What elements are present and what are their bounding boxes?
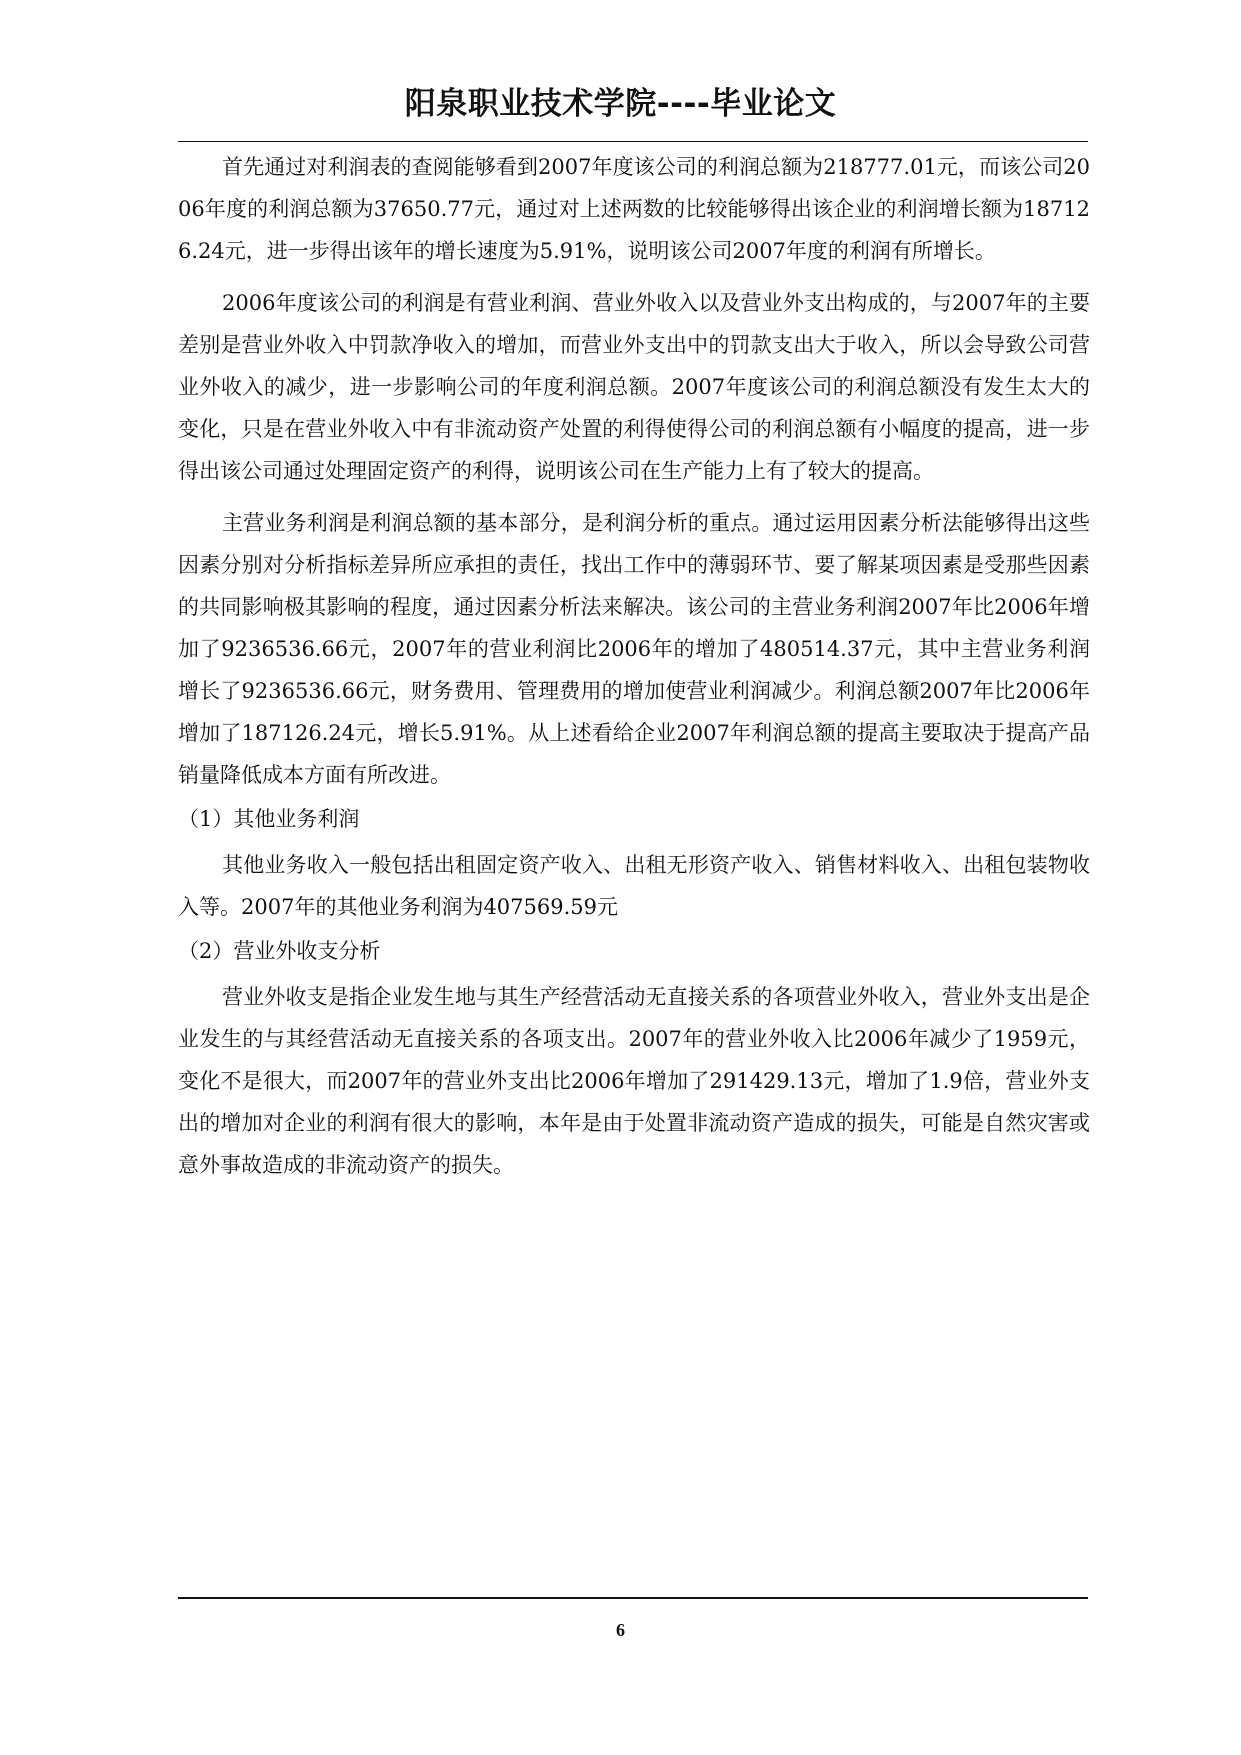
- paragraph-other-business-income: 其他业务收入一般包括出租固定资产收入、出租无形资产收入、销售材料收入、出租包装物收入等。2007年的其他业务利润为407569.59元: [178, 853, 1090, 919]
- page-header-title: 阳泉职业技术学院----毕业论文: [404, 86, 837, 122]
- paragraph-2006-profit-composition: 2006年度该公司的利润是有营业利润、营业外收入以及营业外支出构成的，与2007年的主要差别是营业外收入中罚款净收入的增加，而营业外支出中的罚款支出大于收入，所以会导致公司营业外收入的减少，进一步影响公司的年度利润总额。2007年度该公司的利润总额没有发生太大的变化，只是在营业外收入中有非流动资产处置的利得使得公司的利润总额有小幅度的提高，进一步得出该公司通过处理固定资产的利得，说明该公司在生产能力上有了较大的提高。: [178, 291, 1090, 483]
- paragraph-profit-growth: 首先通过对利润表的查阅能够看到2007年度该公司的利润总额为218777.01元，而该公司2006年度的利润总额为37650.77元，通过对上述两数的比较能够得出该企业的利润增长额为187126.24元，进一步得出该年的增长速度为5.91%，说明该公司2007年度的利润有所增长。: [178, 155, 1090, 263]
- section-heading-other-business-profit: （1）其他业务利润: [178, 807, 360, 831]
- paragraph-main-business-profit: 主营业务利润是利润总额的基本部分，是利润分析的重点。通过运用因素分析法能够得出这些因素分别对分析指标差异所应承担的责任，找出工作中的薄弱环节、要了解某项因素是受那些因素的共同影响极其影响的程度，通过因素分析法来解决。该公司的主营业务利润2007年比2006年增加了9236536.66元，2007年的营业利润比2006年的增加了480514.37元，其中主营业务利润增长了9236536.66元，财务费用、管理费用的增加使营业利润减少。利润总额2007年比2006年增加了187126.24元，增长5.91%。从上述看给企业2007年利润总额的提高主要取决于提高产品销量降低成本方面有所改进。: [178, 511, 1090, 787]
- header-divider: [178, 141, 1088, 142]
- paragraph-non-operating-income-expense: 营业外收支是指企业发生地与其生产经营活动无直接关系的各项营业外收入，营业外支出是企业发生的与其经营活动无直接关系的各项支出。2007年的营业外收入比2006年减少了1959元，变化不是很大，而2007年的营业外支出比2006年增加了291429.13元，增加了1.9倍，营业外支出的增加对企业的利润有很大的影响，本年是由于处置非流动资产造成的损失，可能是自然灾害或意外事故造成的非流动资产的损失。: [178, 985, 1090, 1177]
- section-heading-non-operating-analysis: （2）营业外收支分析: [178, 939, 381, 963]
- document-body: [178, 146, 1090, 1186]
- page-number: 6: [616, 1620, 625, 1640]
- footer-divider: [178, 1597, 1088, 1599]
